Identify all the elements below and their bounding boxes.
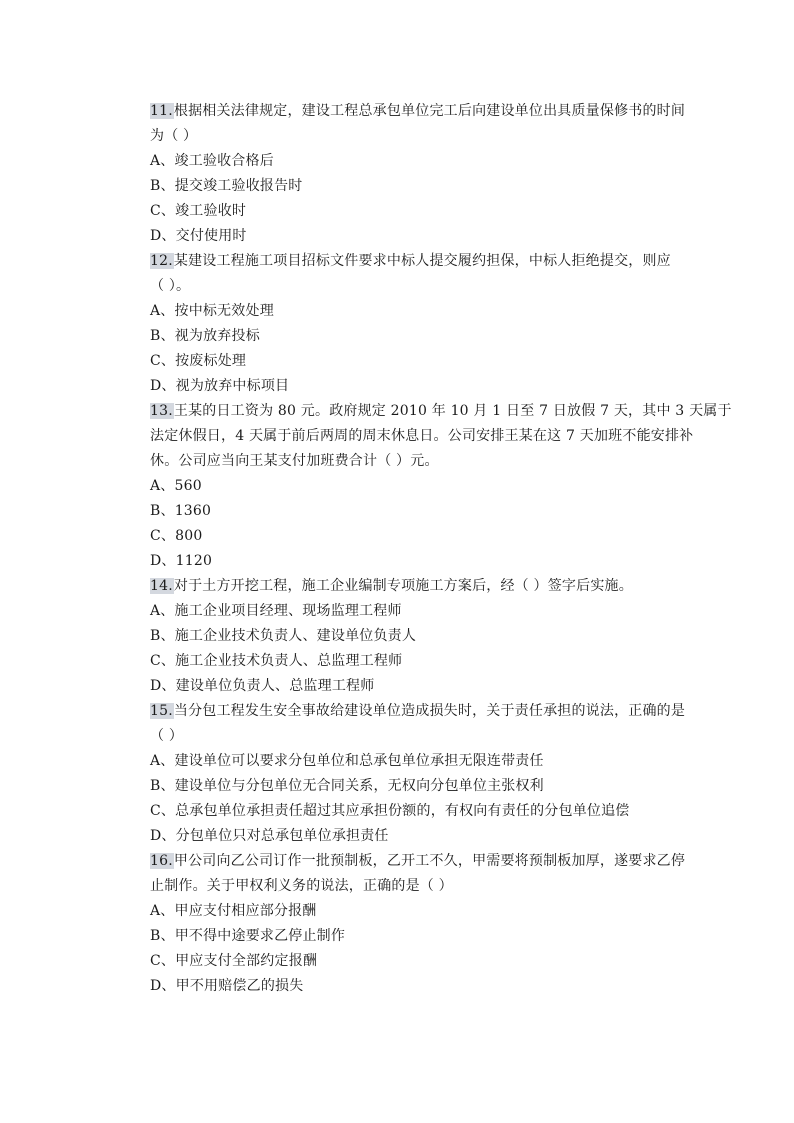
option-d: D、分包单位只对总承包单位承担责任 bbox=[150, 828, 389, 844]
question-stem-line: （ ）。 bbox=[150, 278, 191, 294]
question-stem-line: 为（ ） bbox=[150, 128, 198, 144]
option-c: C、施工企业技术负责人、总监理工程师 bbox=[150, 653, 403, 669]
option-b: B、提交竣工验收报告时 bbox=[150, 178, 303, 194]
question-number: 15. bbox=[150, 703, 173, 719]
question-number: 11. bbox=[150, 103, 173, 119]
option-d: D、建设单位负责人、总监理工程师 bbox=[150, 678, 375, 694]
question-stem-line: 法定休假日，4 天属于前后两周的周末休息日。公司安排王某在这 7 天加班不能安排补 bbox=[150, 428, 694, 444]
option-c: C、800 bbox=[150, 528, 203, 544]
question-14 bbox=[150, 574, 680, 699]
question-stem-line: 14.对于土方开挖工程，施工企业编制专项施工方案后，经（ ）签字后实施。 bbox=[150, 578, 633, 594]
question-13 bbox=[150, 399, 732, 574]
question-stem-line: 16.甲公司向乙公司订作一批预制板，乙开工不久，甲需要将预制板加厚，遂要求乙停 bbox=[150, 853, 686, 869]
question-stem-line: 休。公司应当向王某支付加班费合计（ ）元。 bbox=[150, 453, 439, 469]
question-11 bbox=[150, 99, 686, 249]
option-a: A、建设单位可以要求分包单位和总承包单位承担无限连带责任 bbox=[150, 753, 544, 769]
option-d: D、甲不用赔偿乙的损失 bbox=[150, 978, 304, 994]
option-a: A、560 bbox=[150, 478, 202, 494]
option-a: A、竣工验收合格后 bbox=[150, 153, 274, 169]
question-number: 16. bbox=[150, 853, 173, 869]
question-number: 12. bbox=[150, 253, 173, 269]
option-c: C、总承包单位承担责任超过其应承担份额的，有权向有责任的分包单位追偿 bbox=[150, 803, 630, 819]
question-stem-line: 15.当分包工程发生安全事故给建设单位造成损失时，关于责任承担的说法，正确的是 bbox=[150, 703, 686, 719]
question-number: 14. bbox=[150, 578, 173, 594]
question-stem-line: 12.某建设工程施工项目招标文件要求中标人提交履约担保，中标人拒绝提交，则应 bbox=[150, 253, 671, 269]
option-b: B、建设单位与分包单位无合同关系，无权向分包单位主张权利 bbox=[150, 778, 544, 794]
question-stem-line: 13.王某的日工资为 80 元。政府规定 2010 年 10 月 1 日至 7 日放假 7 天，其中 3 天属于 bbox=[150, 403, 732, 419]
exam-page bbox=[150, 99, 732, 999]
option-b: B、甲不得中途要求乙停止制作 bbox=[150, 928, 346, 944]
question-stem-line: 11.根据相关法律规定，建设工程总承包单位完工后向建设单位出具质量保修书的时间 bbox=[150, 103, 686, 119]
option-d: D、视为放弃中标项目 bbox=[150, 378, 290, 394]
question-number: 13. bbox=[150, 403, 173, 419]
option-b: B、1360 bbox=[150, 503, 212, 519]
option-a: A、甲应支付相应部分报酬 bbox=[150, 903, 317, 919]
question-16 bbox=[150, 849, 686, 999]
option-d: D、交付使用时 bbox=[150, 228, 247, 244]
option-c: C、竣工验收时 bbox=[150, 203, 247, 219]
option-a: A、施工企业项目经理、现场监理工程师 bbox=[150, 603, 402, 619]
option-b: B、视为放弃投标 bbox=[150, 328, 260, 344]
option-c: C、甲应支付全部约定报酬 bbox=[150, 953, 318, 969]
question-15 bbox=[150, 699, 686, 849]
question-stem-line: 止制作。关于甲权利义务的说法，正确的是（ ） bbox=[150, 878, 453, 894]
option-d: D、1120 bbox=[150, 553, 213, 569]
option-b: B、施工企业技术负责人、建设单位负责人 bbox=[150, 628, 417, 644]
question-stem-line: （ ） bbox=[150, 728, 184, 744]
option-c: C、按废标处理 bbox=[150, 353, 247, 369]
question-12 bbox=[150, 249, 680, 399]
option-a: A、按中标无效处理 bbox=[150, 303, 274, 319]
